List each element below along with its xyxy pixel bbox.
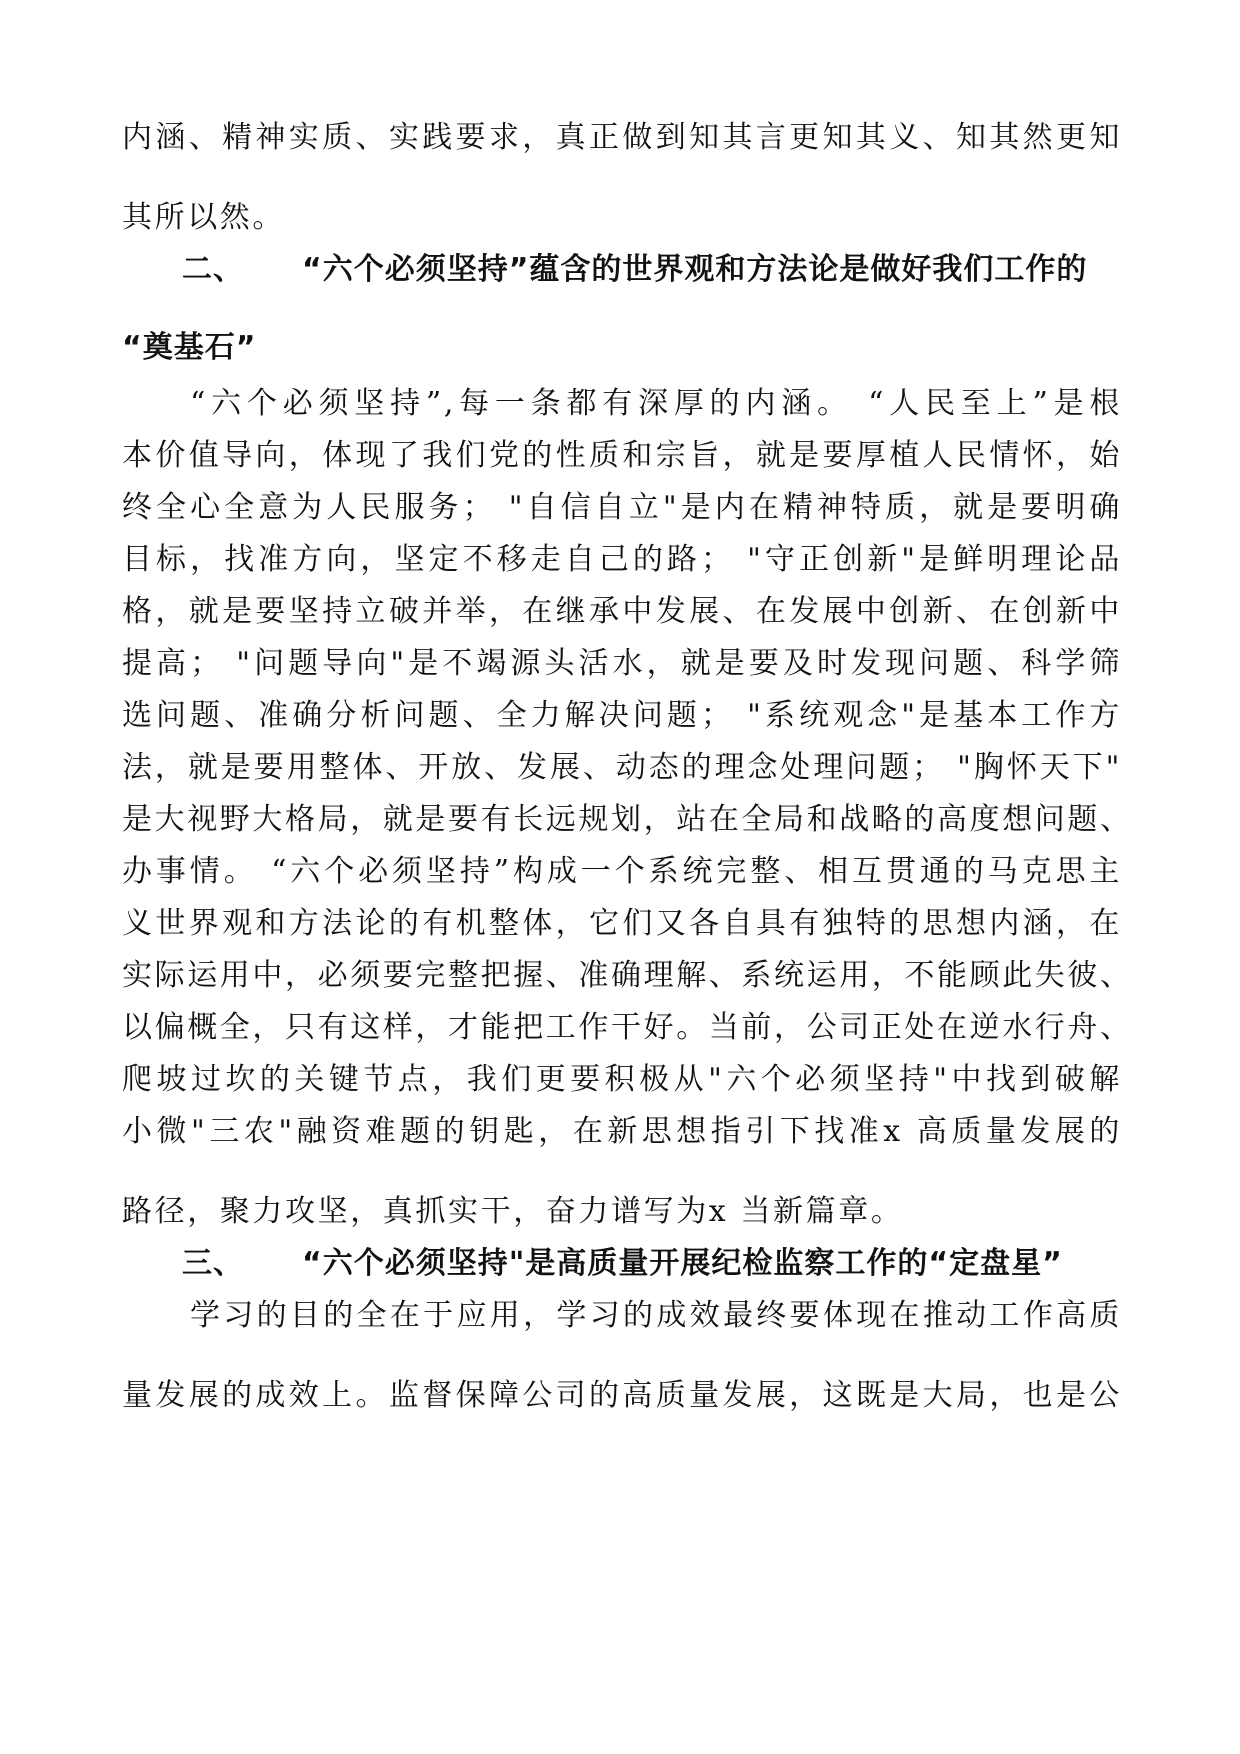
section-number: 二、 bbox=[182, 252, 244, 287]
paragraph-line: 格，就是要坚持立破并举，在继承中发展、在发展中创新、在创新中 bbox=[122, 594, 1122, 629]
section-heading-3 bbox=[122, 1244, 1122, 1284]
paragraph-line: “六个必须坚持”,每一条都有深厚的内涵。 “人民至上”是根 bbox=[190, 386, 1122, 421]
paragraph-line: 量发展的成效上。监督保障公司的高质量发展，这既是大局，也是公 bbox=[122, 1378, 1122, 1413]
section-heading-2 bbox=[122, 250, 1122, 290]
paragraph-line: 目标，找准方向，坚定不移走自己的路； "守正创新"是鲜明理论品 bbox=[122, 542, 1122, 577]
paragraph-line: 提高； "问题导向"是不竭源头活水，就是要及时发现问题、科学筛 bbox=[122, 646, 1122, 681]
paragraph-line: 义世界观和方法论的有机整体，它们又各自具有独特的思想内涵，在 bbox=[122, 906, 1122, 941]
paragraph-line: 内涵、精神实质、实践要求，真正做到知其言更知其义、知其然更知 bbox=[122, 120, 1122, 155]
paragraph-line: 小微"三农"融资难题的钥匙，在新思想指引下找准x 高质量发展的 bbox=[122, 1114, 1122, 1149]
paragraph-line: 终全心全意为人民服务； "自信自立"是内在精神特质，就是要明确 bbox=[122, 490, 1122, 525]
paragraph-line: 法，就是要用整体、开放、发展、动态的理念处理问题； "胸怀天下" bbox=[122, 750, 1122, 785]
paragraph-line: 实际运用中，必须要完整把握、准确理解、系统运用，不能顾此失彼、 bbox=[122, 958, 1133, 993]
paragraph-line: 其所以然。 bbox=[122, 200, 285, 235]
paragraph-line: 学习的目的全在于应用，学习的成效最终要体现在推动工作高质 bbox=[190, 1298, 1122, 1333]
paragraph-line: 选问题、准确分析问题、全力解决问题； "系统观念"是基本工作方 bbox=[122, 698, 1122, 733]
section-title-line: “六个必须坚持”蕴含的世界观和方法论是做好我们工作的 bbox=[302, 252, 1088, 287]
section-title-line: “六个必须坚持"是高质量开展纪检监察工作的“定盘星” bbox=[302, 1246, 1063, 1281]
paragraph-line: 是大视野大格局，就是要有长远规划，站在全局和战略的高度想问题、 bbox=[122, 802, 1133, 837]
section-number: 三、 bbox=[182, 1246, 244, 1281]
section-title-continuation: “奠基石” bbox=[122, 330, 257, 365]
paragraph-line: 爬坡过坎的关键节点，我们更要积极从"六个必须坚持"中找到破解 bbox=[122, 1062, 1122, 1097]
paragraph-line: 路径，聚力攻坚，真抓实干，奋力谱写为x 当新篇章。 bbox=[122, 1194, 904, 1229]
paragraph-line: 本价值导向，体现了我们党的性质和宗旨，就是要厚植人民情怀，始 bbox=[122, 438, 1122, 473]
paragraph-line: 以偏概全，只有这样，才能把工作干好。当前，公司正处在逆水行舟、 bbox=[122, 1010, 1133, 1045]
paragraph-line: 办事情。 “六个必须坚持”构成一个系统完整、相互贯通的马克思主 bbox=[122, 854, 1122, 889]
